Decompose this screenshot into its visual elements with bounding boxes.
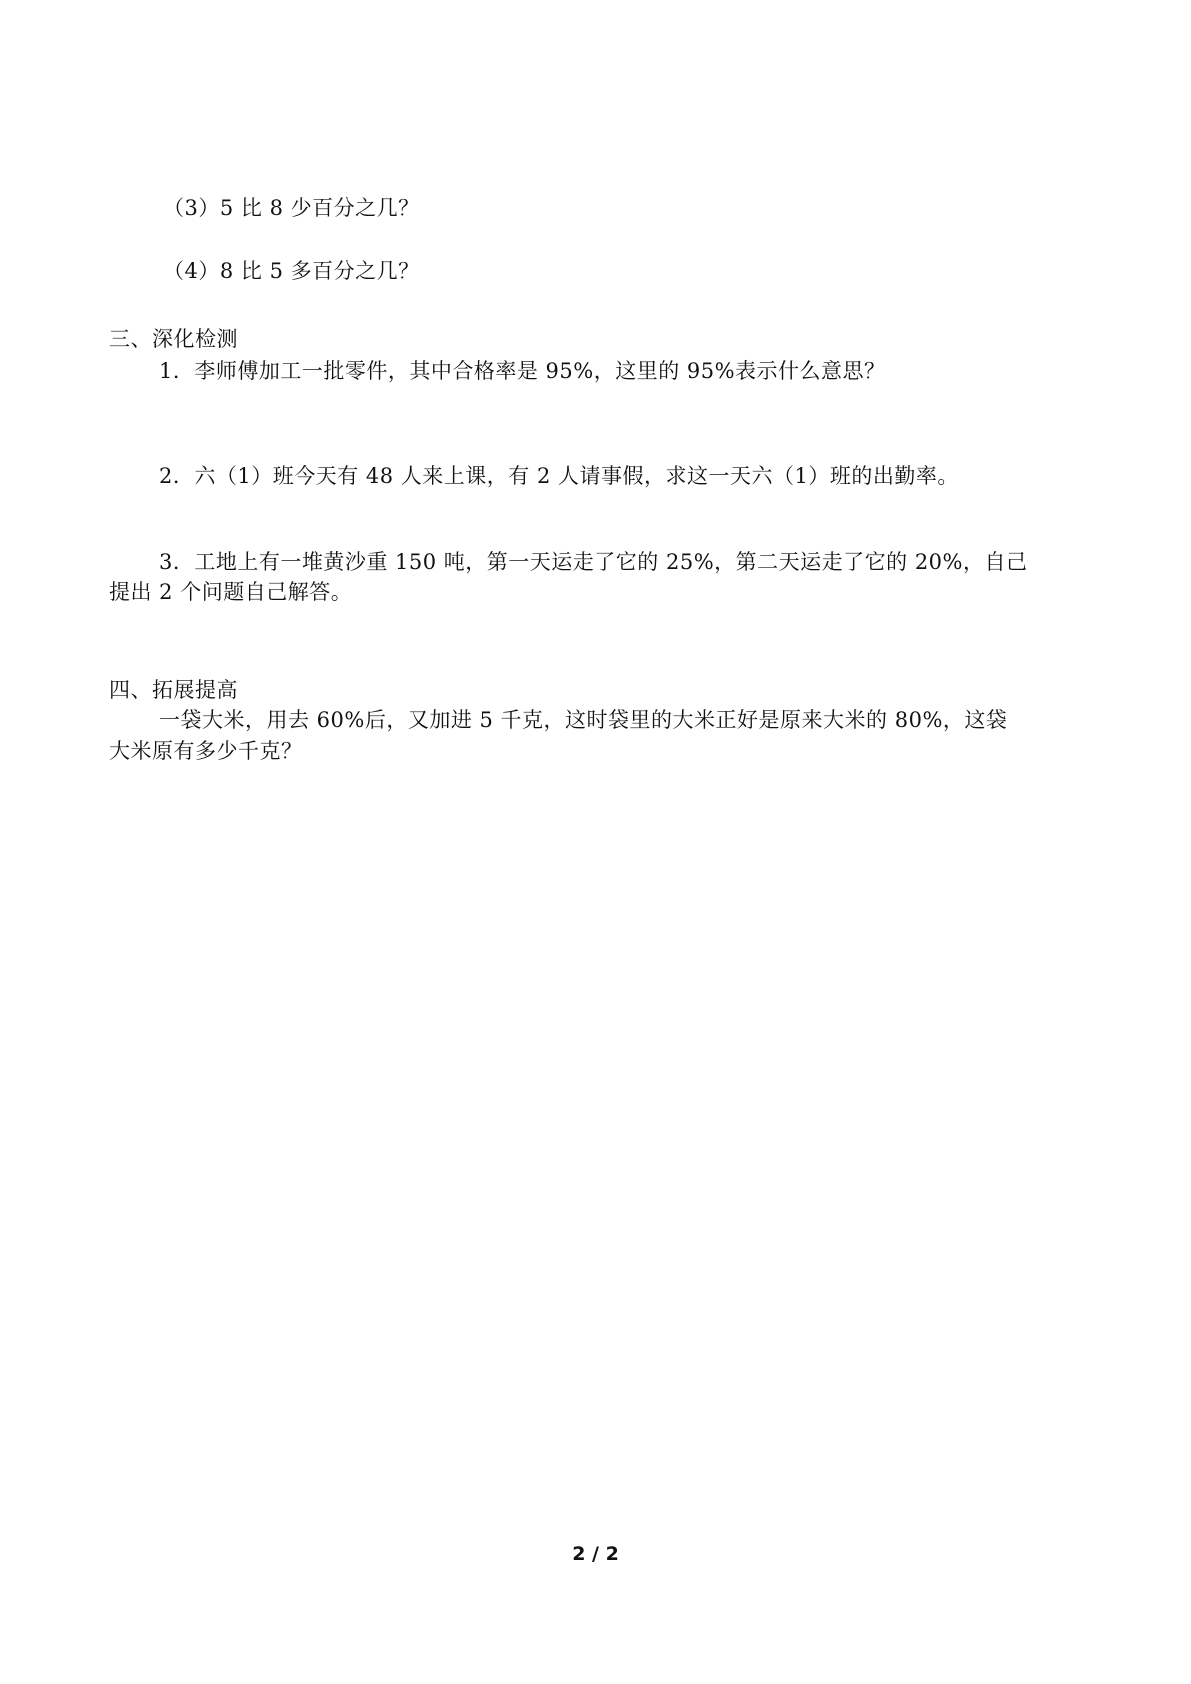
section-three-question-2: 2．六（1）班今天有 48 人来上课，有 2 人请事假，求这一天六（1）班的出勤率。 — [159, 464, 959, 488]
section-three-question-3-line-2: 提出 2 个问题自己解答。 — [109, 580, 353, 604]
section-four-problem-line-2: 大米原有多少千克？ — [109, 739, 303, 763]
section-four-heading: 四、拓展提高 — [109, 678, 238, 702]
section-four-problem-line-1: 一袋大米，用去 60%后，又加进 5 千克，这时袋里的大米正好是原来大米的 80%，这袋 — [159, 708, 1008, 732]
section-three-question-1: 1．李师傅加工一批零件，其中合格率是 95%，这里的 95%表示什么意思？ — [159, 359, 886, 383]
page-number: 2 / 2 — [572, 1543, 619, 1565]
section-three-heading: 三、深化检测 — [109, 327, 238, 351]
question-4-sub: （4）8 比 5 多百分之几？ — [163, 259, 420, 283]
question-3-sub: （3）5 比 8 少百分之几？ — [163, 196, 420, 220]
section-three-question-3-line-1: 3．工地上有一堆黄沙重 150 吨，第一天运走了它的 25%，第二天运走了它的 20%，自己 — [159, 550, 1028, 574]
